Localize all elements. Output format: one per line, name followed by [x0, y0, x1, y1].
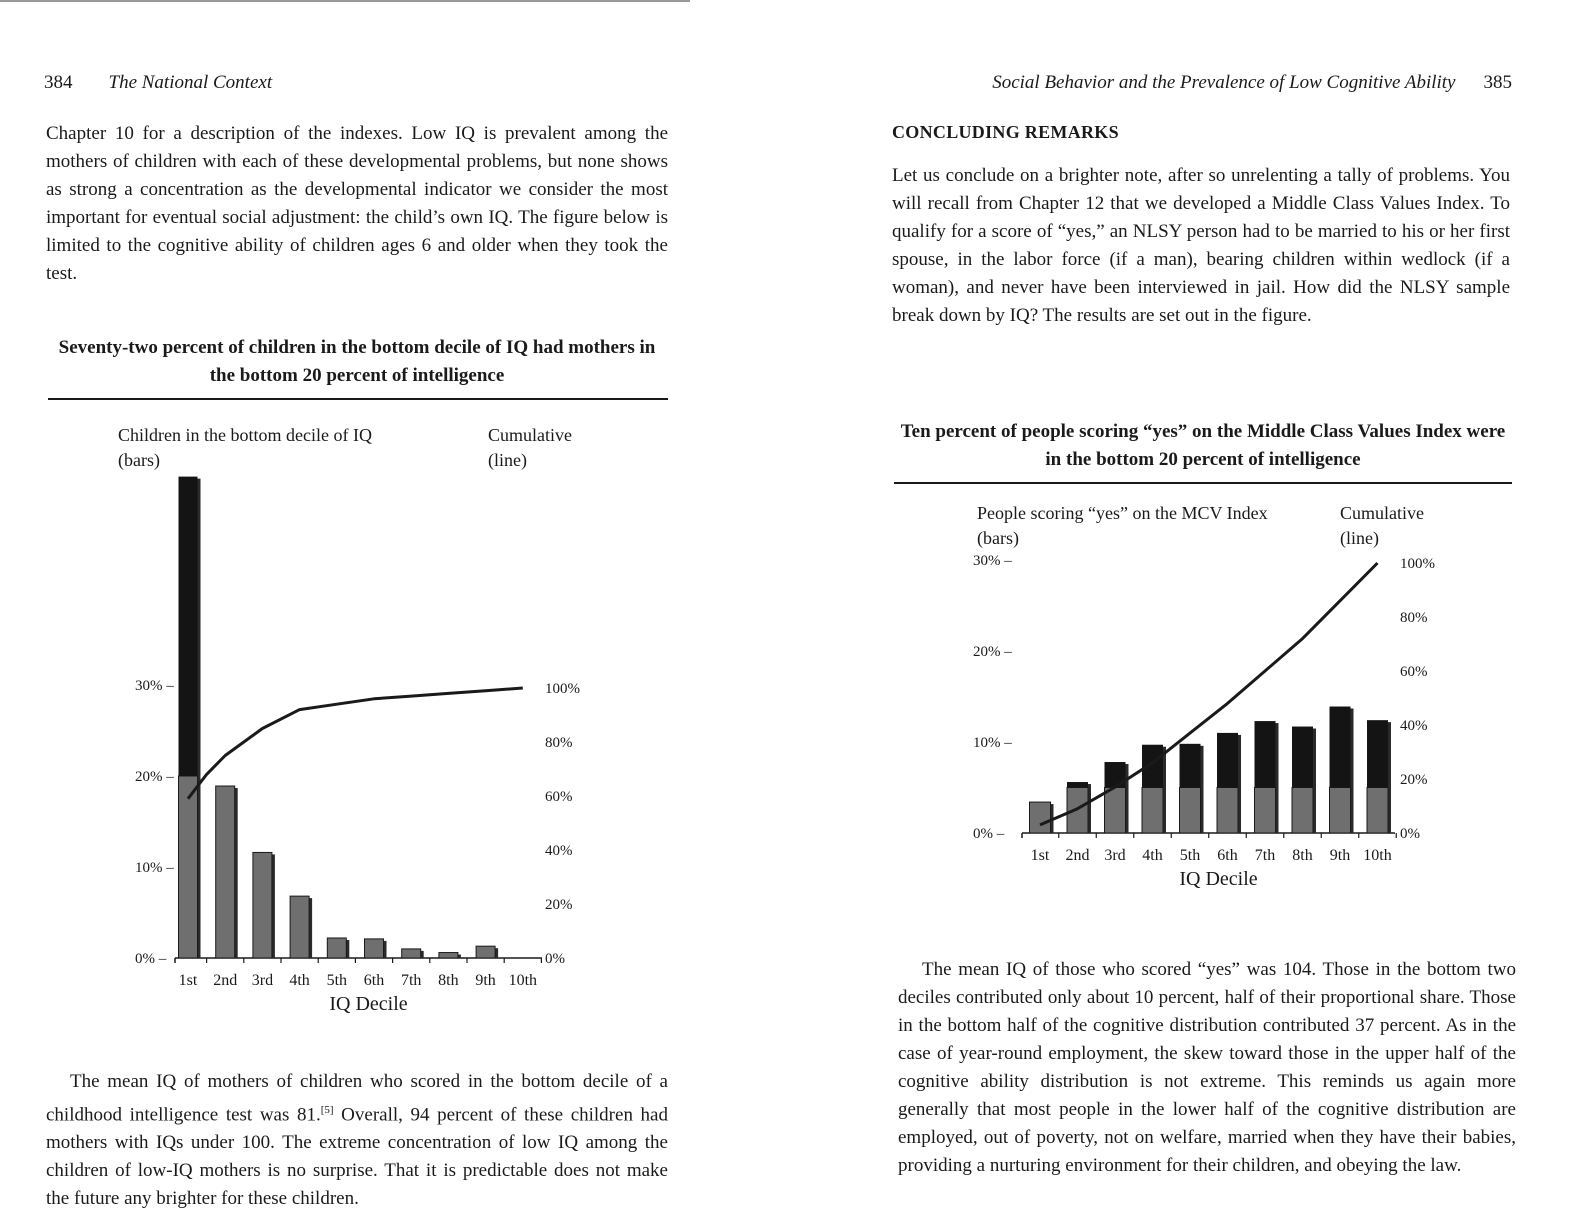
bar-top-8th [1292, 727, 1313, 788]
x-tick-label: 4th [289, 972, 310, 989]
right-tick-label: 60% [545, 789, 573, 805]
x-tick-label: 1st [178, 972, 198, 989]
left-axis-label-sub: (bars) [118, 450, 160, 470]
left-tick-label: 10% – [973, 735, 1012, 751]
bar-8th [439, 953, 458, 958]
x-tick-label: 3rd [1104, 847, 1126, 864]
right-axis-label-sub: (line) [488, 450, 527, 470]
right-intro-paragraph: Let us conclude on a brighter note, after so unrelenting a tally of problems. You will recall from Chapter 12 that we developed a Middle Class Values Index. To qualify for a score of “yes,” an NLSY person had to be married to his or her first spouse, in the labor force (if a man), bearing children within wedlock (if a woman), and never have been interviewed in jail. How did the NLSY sample break down by IQ? The results are set out in the figure. [892, 165, 1510, 326]
bar-10th [1367, 788, 1388, 834]
right-axis-label: Cumulative [1340, 503, 1424, 523]
bar-8th [1292, 788, 1313, 834]
left-page-number: 384 [44, 72, 73, 93]
x-tick-label: 4th [1142, 847, 1163, 864]
bar-4th [1142, 788, 1163, 834]
bar-7th [1255, 788, 1276, 834]
bar-3rd [1105, 788, 1126, 834]
bar-1st [179, 776, 198, 958]
right-running-title: Social Behavior and the Prevalence of Low Cognitive Ability [992, 72, 1456, 93]
bar-4th [290, 896, 309, 958]
right-tick-label: 20% [545, 897, 573, 913]
bar-top-10th [1367, 720, 1388, 787]
left-tick-label: 30% – [973, 553, 1012, 569]
x-tick-label: 3rd [251, 972, 274, 989]
cumulative-line [188, 688, 523, 799]
left-tick-label: 0% – [973, 826, 1005, 842]
right-running-head [992, 72, 1512, 94]
left-tick-label: 20% – [973, 644, 1012, 660]
bar-5th [1180, 788, 1201, 834]
bar-top-1st [179, 477, 198, 776]
left-closing-text-continued: Overall, 94 percent of these children had mothers with IQs under 100. The extreme concentration of low IQ among the children of low-IQ mothers is no surprise. That it is predictable does not make the future any brighter for these children. [46, 1104, 668, 1210]
right-tick-label: 80% [545, 735, 573, 751]
right-closing-paragraph: The mean IQ of those who scored “yes” was 104. Those in the bottom two deciles contributed only about 10 percent, half of their proportional share. Those in the bottom half of the cognitive distribution contributed 37 percent. As in the case of year-round employment, the skew toward those in the upper half of the cognitive ability distribution is not extreme. This reminds us again more generally that most people in the lower half of the cognitive distribution are employed, out of poverty, not on welfare, married when they have their babies, providing a nurturing environment for their children, and obeying the law. [898, 959, 1516, 1176]
bar-top-6th [1217, 733, 1238, 788]
right-tick-label: 100% [1400, 556, 1435, 572]
right-axis-label: Cumulative [488, 425, 572, 445]
right-tick-label: 40% [545, 843, 573, 859]
right-page-number: 385 [1483, 72, 1512, 93]
right-tick-label: 40% [1400, 718, 1428, 734]
x-tick-label: 10th [508, 972, 538, 989]
x-tick-label: 2nd [1065, 847, 1090, 864]
bar-9th [1330, 788, 1351, 834]
x-tick-label: 6th [1217, 847, 1238, 864]
left-tick-label: 20% – [135, 769, 174, 785]
bar-top-2nd [1067, 782, 1088, 787]
right-tick-label: 0% [545, 951, 565, 967]
left-axis-label-sub: (bars) [977, 528, 1019, 548]
left-running-title: The National Context [108, 72, 273, 93]
x-axis-title: IQ Decile [329, 993, 408, 1015]
x-tick-label: 8th [1292, 847, 1313, 864]
x-tick-label: 8th [438, 972, 459, 989]
left-intro-paragraph: Chapter 10 for a description of the indexes. Low IQ is prevalent among the mothers of children with each of these developmental problems, but none shows as strong a concentration as the developmental indicator we consider the most important for eventual social adjustment: the child’s own IQ. The figure below is limited to the cognitive ability of children ages 6 and older when they took the test. [46, 123, 668, 284]
right-chart [880, 490, 1520, 910]
left-page [0, 0, 700, 1220]
left-figure-rule [48, 398, 668, 400]
bar-top-7th [1255, 721, 1276, 787]
x-tick-label: 7th [400, 972, 422, 989]
left-figure-title: Seventy-two percent of children in the bottom decile of IQ had mothers in the bottom 20 percent of intelligence [58, 337, 656, 386]
x-tick-label: 9th [475, 972, 496, 989]
bar-5th [327, 938, 346, 958]
bar-7th [402, 949, 421, 958]
x-axis-title: IQ Decile [1179, 868, 1258, 890]
x-tick-label: 10th [1363, 847, 1392, 864]
x-tick-label: 5th [326, 972, 348, 989]
right-page [880, 0, 1580, 1220]
left-closing-paragraph [46, 1068, 668, 1213]
right-figure-title: Ten percent of people scoring “yes” on the Middle Class Values Index were in the bottom 20 percent of intelligence [900, 421, 1506, 470]
left-tick-label: 10% – [135, 860, 174, 876]
x-tick-label: 2nd [213, 972, 238, 989]
left-axis-label: People scoring “yes” on the MCV Index [977, 503, 1268, 523]
section-heading: CONCLUDING REMARKS [892, 122, 1119, 142]
right-tick-label: 0% [1400, 826, 1420, 842]
x-tick-label: 6th [363, 972, 385, 989]
x-tick-label: 1st [1030, 847, 1050, 864]
x-tick-label: 7th [1254, 847, 1276, 864]
bar-1st [1030, 802, 1051, 833]
left-tick-label: 0% – [135, 951, 167, 967]
right-axis-label-sub: (line) [1340, 528, 1379, 548]
bar-top-5th [1180, 744, 1201, 788]
left-chart [30, 405, 670, 1025]
left-tick-label: 30% – [135, 678, 174, 694]
right-tick-label: 20% [1400, 772, 1428, 788]
right-tick-label: 60% [1400, 664, 1428, 680]
bar-6th [1217, 788, 1238, 834]
x-tick-label: 5th [1179, 847, 1201, 864]
left-axis-label: Children in the bottom decile of IQ [118, 425, 372, 445]
left-closing-text: The mean IQ of mothers of children who scored in the bottom decile of a childhood intelligence test was 81. [46, 1071, 668, 1126]
bar-6th [365, 939, 384, 958]
bar-top-9th [1330, 707, 1351, 788]
note-marker: [5] [320, 1104, 334, 1116]
right-tick-label: 100% [545, 681, 580, 697]
right-figure-rule [894, 482, 1512, 484]
bar-9th [476, 946, 495, 958]
right-tick-label: 80% [1400, 610, 1428, 626]
x-tick-label: 9th [1329, 847, 1351, 864]
left-running-head [44, 72, 272, 94]
bar-3rd [253, 852, 272, 958]
bar-2nd [216, 786, 235, 958]
